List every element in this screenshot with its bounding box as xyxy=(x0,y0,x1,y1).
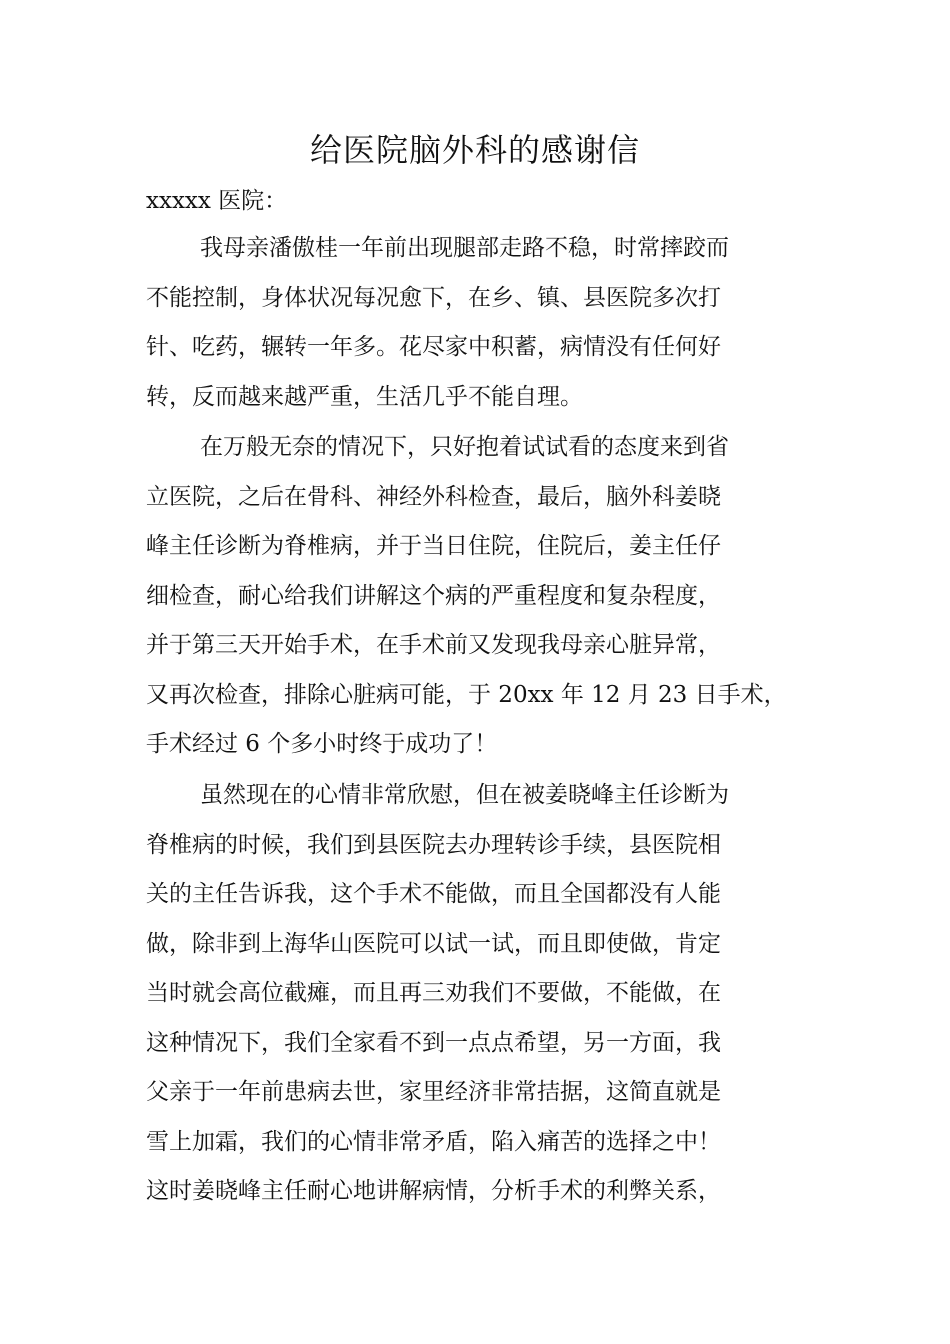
paragraph-3 xyxy=(146,771,826,1217)
paragraph-line: 脊椎病的时候，我们到县医院去办理转诊手续，县医院相 xyxy=(146,831,721,858)
paragraph-line: 这种情况下，我们全家看不到一点点希望，另一方面，我 xyxy=(146,1029,721,1056)
paragraph-line: 又再次检查，排除心脏病可能，于 20xx 年 12 月 23 日手术， xyxy=(146,681,787,708)
paragraph-2 xyxy=(146,423,826,770)
paragraph-line: 立医院，之后在骨科、神经外科检查，最后，脑外科姜晓 xyxy=(146,483,721,510)
paragraph-line: 关的主任告诉我，这个手术不能做，而且全国都没有人能 xyxy=(146,881,721,907)
paragraph-line: 做，除非到上海华山医院可以试一试，而且即使做，肯定 xyxy=(146,930,721,957)
paragraph-line: 峰主任诊断为脊椎病，并于当日住院，住院后，姜主任仔 xyxy=(146,533,721,559)
paragraph-line: 虽然现在的心情非常欣慰，但在被姜晓峰主任诊断为 xyxy=(200,782,729,808)
paragraph-line: 我母亲潘傲桂一年前出现腿部走路不稳，时常摔跤而 xyxy=(200,235,729,261)
paragraph-line: 针、吃药，辗转一年多。花尽家中积蓄，病情没有任何好 xyxy=(146,334,721,360)
paragraph-1 xyxy=(146,224,826,422)
paragraph-line: 在万般无奈的情况下，只好抱着试试看的态度来到省 xyxy=(200,434,729,460)
paragraph-line: 雪上加霜，我们的心情非常矛盾，陷入痛苦的选择之中！ xyxy=(146,1128,721,1155)
paragraph-line: 这时姜晓峰主任耐心地讲解病情，分析手术的利弊关系， xyxy=(146,1178,721,1204)
paragraph-line: 不能控制，身体状况每况愈下，在乡、镇、县医院多次打 xyxy=(146,284,721,311)
paragraph-line: 父亲于一年前患病去世，家里经济非常拮据，这简直就是 xyxy=(146,1079,721,1105)
paragraph-line: 当时就会高位截瘫，而且再三劝我们不要做，不能做，在 xyxy=(146,980,721,1006)
paragraph-line: 细检查，耐心给我们讲解这个病的严重程度和复杂程度， xyxy=(146,582,721,609)
letter-title: 给医院脑外科的感谢信 xyxy=(309,131,640,169)
paragraph-line: 转，反而越来越严重，生活几乎不能自理。 xyxy=(146,383,583,410)
paragraph-line: 并于第三天开始手术，在手术前又发现我母亲心脏异常， xyxy=(146,632,721,658)
paragraph-line: 手术经过 6 个多小时终于成功了！ xyxy=(146,731,498,757)
letter-salutation: xxxxx 医院： xyxy=(146,188,288,214)
